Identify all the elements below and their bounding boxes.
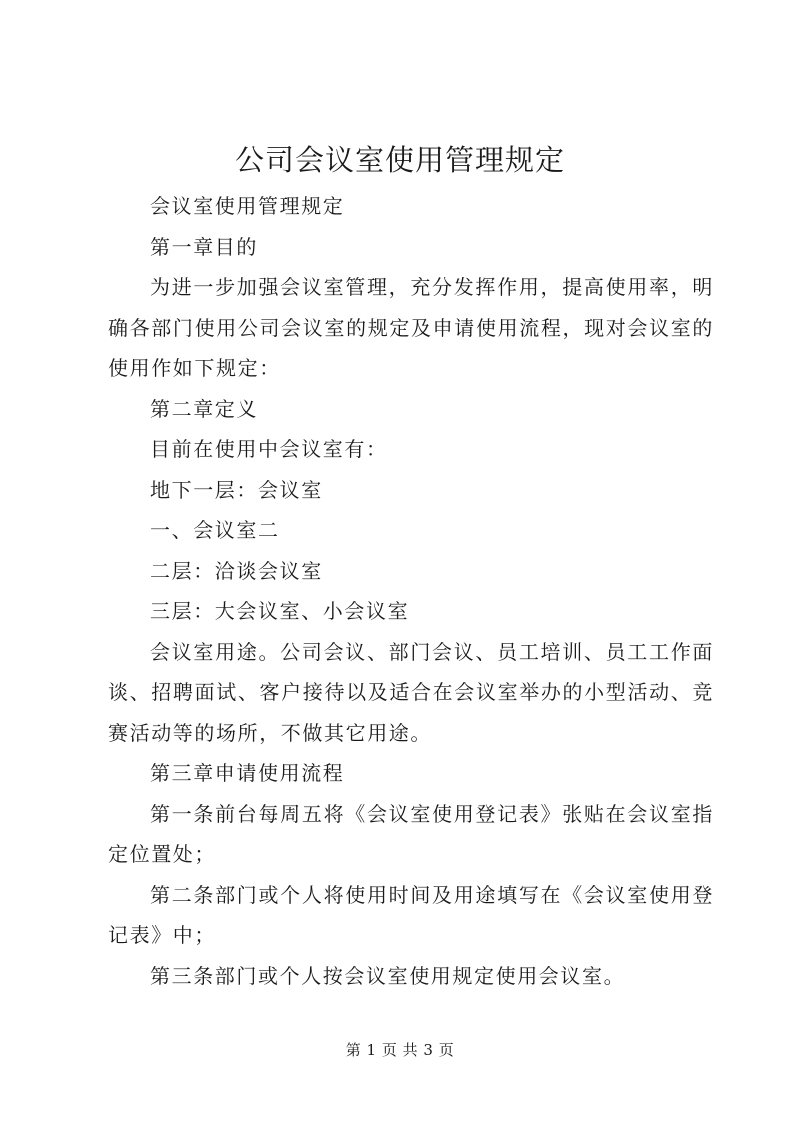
article: 第二条部门或个人将使用时间及用途填写在《会议室使用登记表》中； (108, 882, 714, 947)
chapter-heading: 第一章目的 (150, 234, 258, 259)
paragraph: 为进一步加强会议室管理，充分发挥作用，提高使用率，明确各部门使用公司会议室的规定及申请使用流程，现对会议室的使用作如下规定： (108, 275, 714, 380)
list-item: 地下一层：会议室 (150, 477, 323, 502)
article: 第三条部门或个人按会议室使用规定使用会议室。 (150, 963, 626, 988)
document-title: 公司会议室使用管理规定 (234, 143, 565, 177)
paragraph: 目前在使用中会议室有： (150, 437, 388, 461)
paragraph: 会议室使用管理规定 (150, 194, 345, 218)
chapter-heading: 第二章定义 (150, 396, 258, 421)
page-number-footer: 第 1 页 共 3 页 (345, 1041, 455, 1059)
document-body (108, 186, 714, 996)
article: 第一条前台每周五将《会议室使用登记表》张贴在会议室指定位置处； (108, 801, 714, 866)
chapter-heading: 第三章申请使用流程 (150, 761, 345, 785)
paragraph: 会议室用途。公司会议、部门会议、员工培训、员工工作面谈、招聘面试、客户接待以及适合在会议室举办的小型活动、竞赛活动等的场所，不做其它用途。 (108, 639, 714, 745)
list-item: 三层：大会议室、小会议室 (150, 599, 410, 623)
list-item: 一、会议室二 (150, 518, 280, 542)
list-item: 二层：洽谈会议室 (150, 558, 323, 583)
